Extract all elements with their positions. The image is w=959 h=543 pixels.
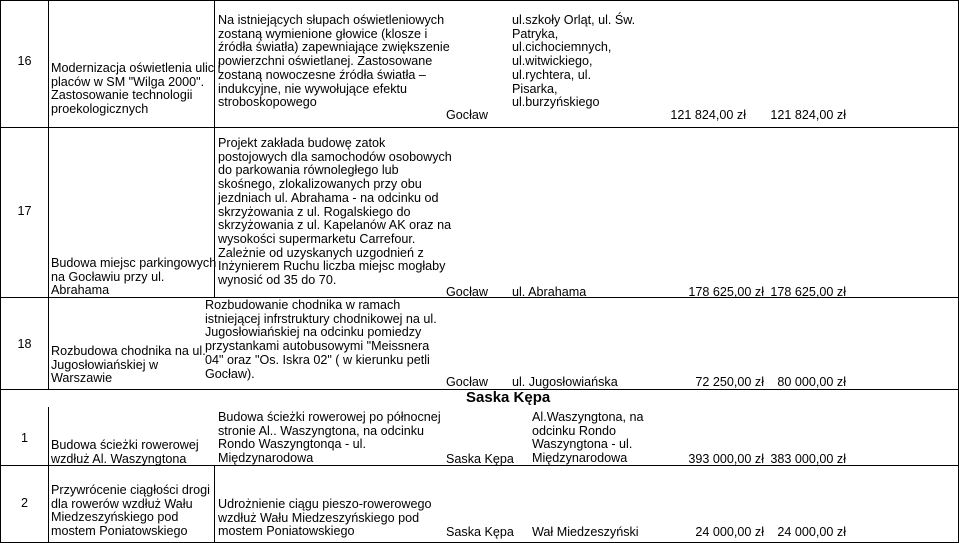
project-location: ul. Jugosłowiańska bbox=[512, 375, 618, 389]
row-number: 16 bbox=[17, 54, 32, 68]
project-cost-budget: 24 000,00 zł bbox=[777, 525, 846, 539]
row-number: 18 bbox=[17, 337, 32, 351]
column-border bbox=[48, 407, 49, 543]
column-border bbox=[214, 0, 215, 297]
project-district: Gocław bbox=[446, 108, 488, 122]
project-district: Gocław bbox=[446, 285, 488, 299]
row-border bbox=[0, 127, 959, 128]
project-cost-total: 72 250,00 zł bbox=[695, 375, 764, 389]
project-description: Na istniejących słupach oświetleniowych zostaną wymienione głowice (klosze i źródła światła) zapewniające zwiększenie powierzchni oświetlanej. Zastosowane zostaną nowoczesne źródła światła – indukcyjne, nie wywołujące efektu stroboskopowego bbox=[218, 13, 450, 110]
column-border bbox=[48, 0, 49, 390]
project-location: ul.szkoły Orląt, ul. Św. Patryka, ul.cichociemnych, ul.witwickiego, ul.rychtera, ul. Pisarka, ul.burzyńskiego bbox=[512, 13, 636, 110]
project-description: Projekt zakłada budowę zatok postojowych dla samochodów osobowych do parkowania równoległego lub skośnego, zlokalizowanych przy obu jezdniach ul. Abrahama - na odcinku od skrzyżowania z ul. Rogalskiego do skrzyżowania z ul. Kapelanów AK oraz na wysokości supermarketu Carrefour. Zależnie od uzyskanych uzgodnień z Inżynierem Ruchu liczba miejsc mogłaby wynosić od 35 do 70. bbox=[218, 136, 452, 288]
project-location: Al.Waszyngtona, na odcinku Rondo Waszyngtona - ul. Międzynarodowa bbox=[532, 410, 644, 466]
row-border bbox=[0, 0, 959, 1]
row-number: 1 bbox=[20, 431, 28, 445]
project-location: Wał Miedzeszyński bbox=[532, 525, 639, 539]
project-cost-budget: 383 000,00 zł bbox=[770, 452, 846, 466]
project-description: Budowa ścieżki rowerowej po północnej stronie Al.. Waszyngtona, na odcinku Rondo Waszyngtonqa - ul. Międzynarodowa bbox=[218, 410, 441, 466]
section-title: Saska Kępa bbox=[466, 389, 551, 406]
project-cost-budget: 178 625,00 zł bbox=[770, 285, 846, 299]
project-title: Budowa miejsc parkingowych na Gocławiu przy ul. Abrahama bbox=[51, 256, 217, 298]
project-cost-budget: 121 824,00 zł bbox=[770, 108, 846, 122]
project-district: Saska Kępa bbox=[446, 452, 514, 466]
project-district: Gocław bbox=[446, 375, 488, 389]
project-cost-total: 393 000,00 zł bbox=[688, 452, 764, 466]
project-description: Rozbudowanie chodnika w ramach istniejącej infrstruktury chodnikowej na ul. Jugosłowiańskiej na odcinku pomiedzy przystankami autobusowymi "Meissnera 04" oraz "Os. Iskra 02" ( w kierunku petli Gocław). bbox=[205, 298, 437, 381]
column-border bbox=[214, 465, 215, 543]
project-cost-total: 24 000,00 zł bbox=[695, 525, 764, 539]
project-title: Rozbudowa chodnika na ul. Jugosłowiańskiej w Warszawie bbox=[51, 344, 206, 386]
project-title: Budowa ścieżki rowerowej wzdłuż Al. Waszyngtona bbox=[51, 438, 199, 466]
row-number: 17 bbox=[17, 204, 32, 218]
project-title: Przywrócenie ciągłości drogi dla rowerów wzdłuż Wału Miedzeszyńskiego pod mostem Poniatowskiego bbox=[51, 483, 210, 539]
project-cost-budget: 80 000,00 zł bbox=[777, 375, 846, 389]
project-cost-total: 121 824,00 zł bbox=[670, 108, 746, 122]
project-cost-total: 178 625,00 zł bbox=[688, 285, 764, 299]
project-description: Udrożnienie ciągu pieszo-rowerowego wzdłuż Wału Miedzeszyńskiego pod mostem Poniatowskiego bbox=[218, 497, 432, 539]
column-border bbox=[0, 0, 1, 543]
project-title: Modernizacja oświetlenia ulic i placów w SM "Wilga 2000". Zastosowanie technologii proekologicznych bbox=[51, 61, 221, 117]
row-number: 2 bbox=[20, 496, 28, 510]
project-district: Saska Kępa bbox=[446, 525, 514, 539]
project-location: ul. Abrahama bbox=[512, 285, 587, 299]
